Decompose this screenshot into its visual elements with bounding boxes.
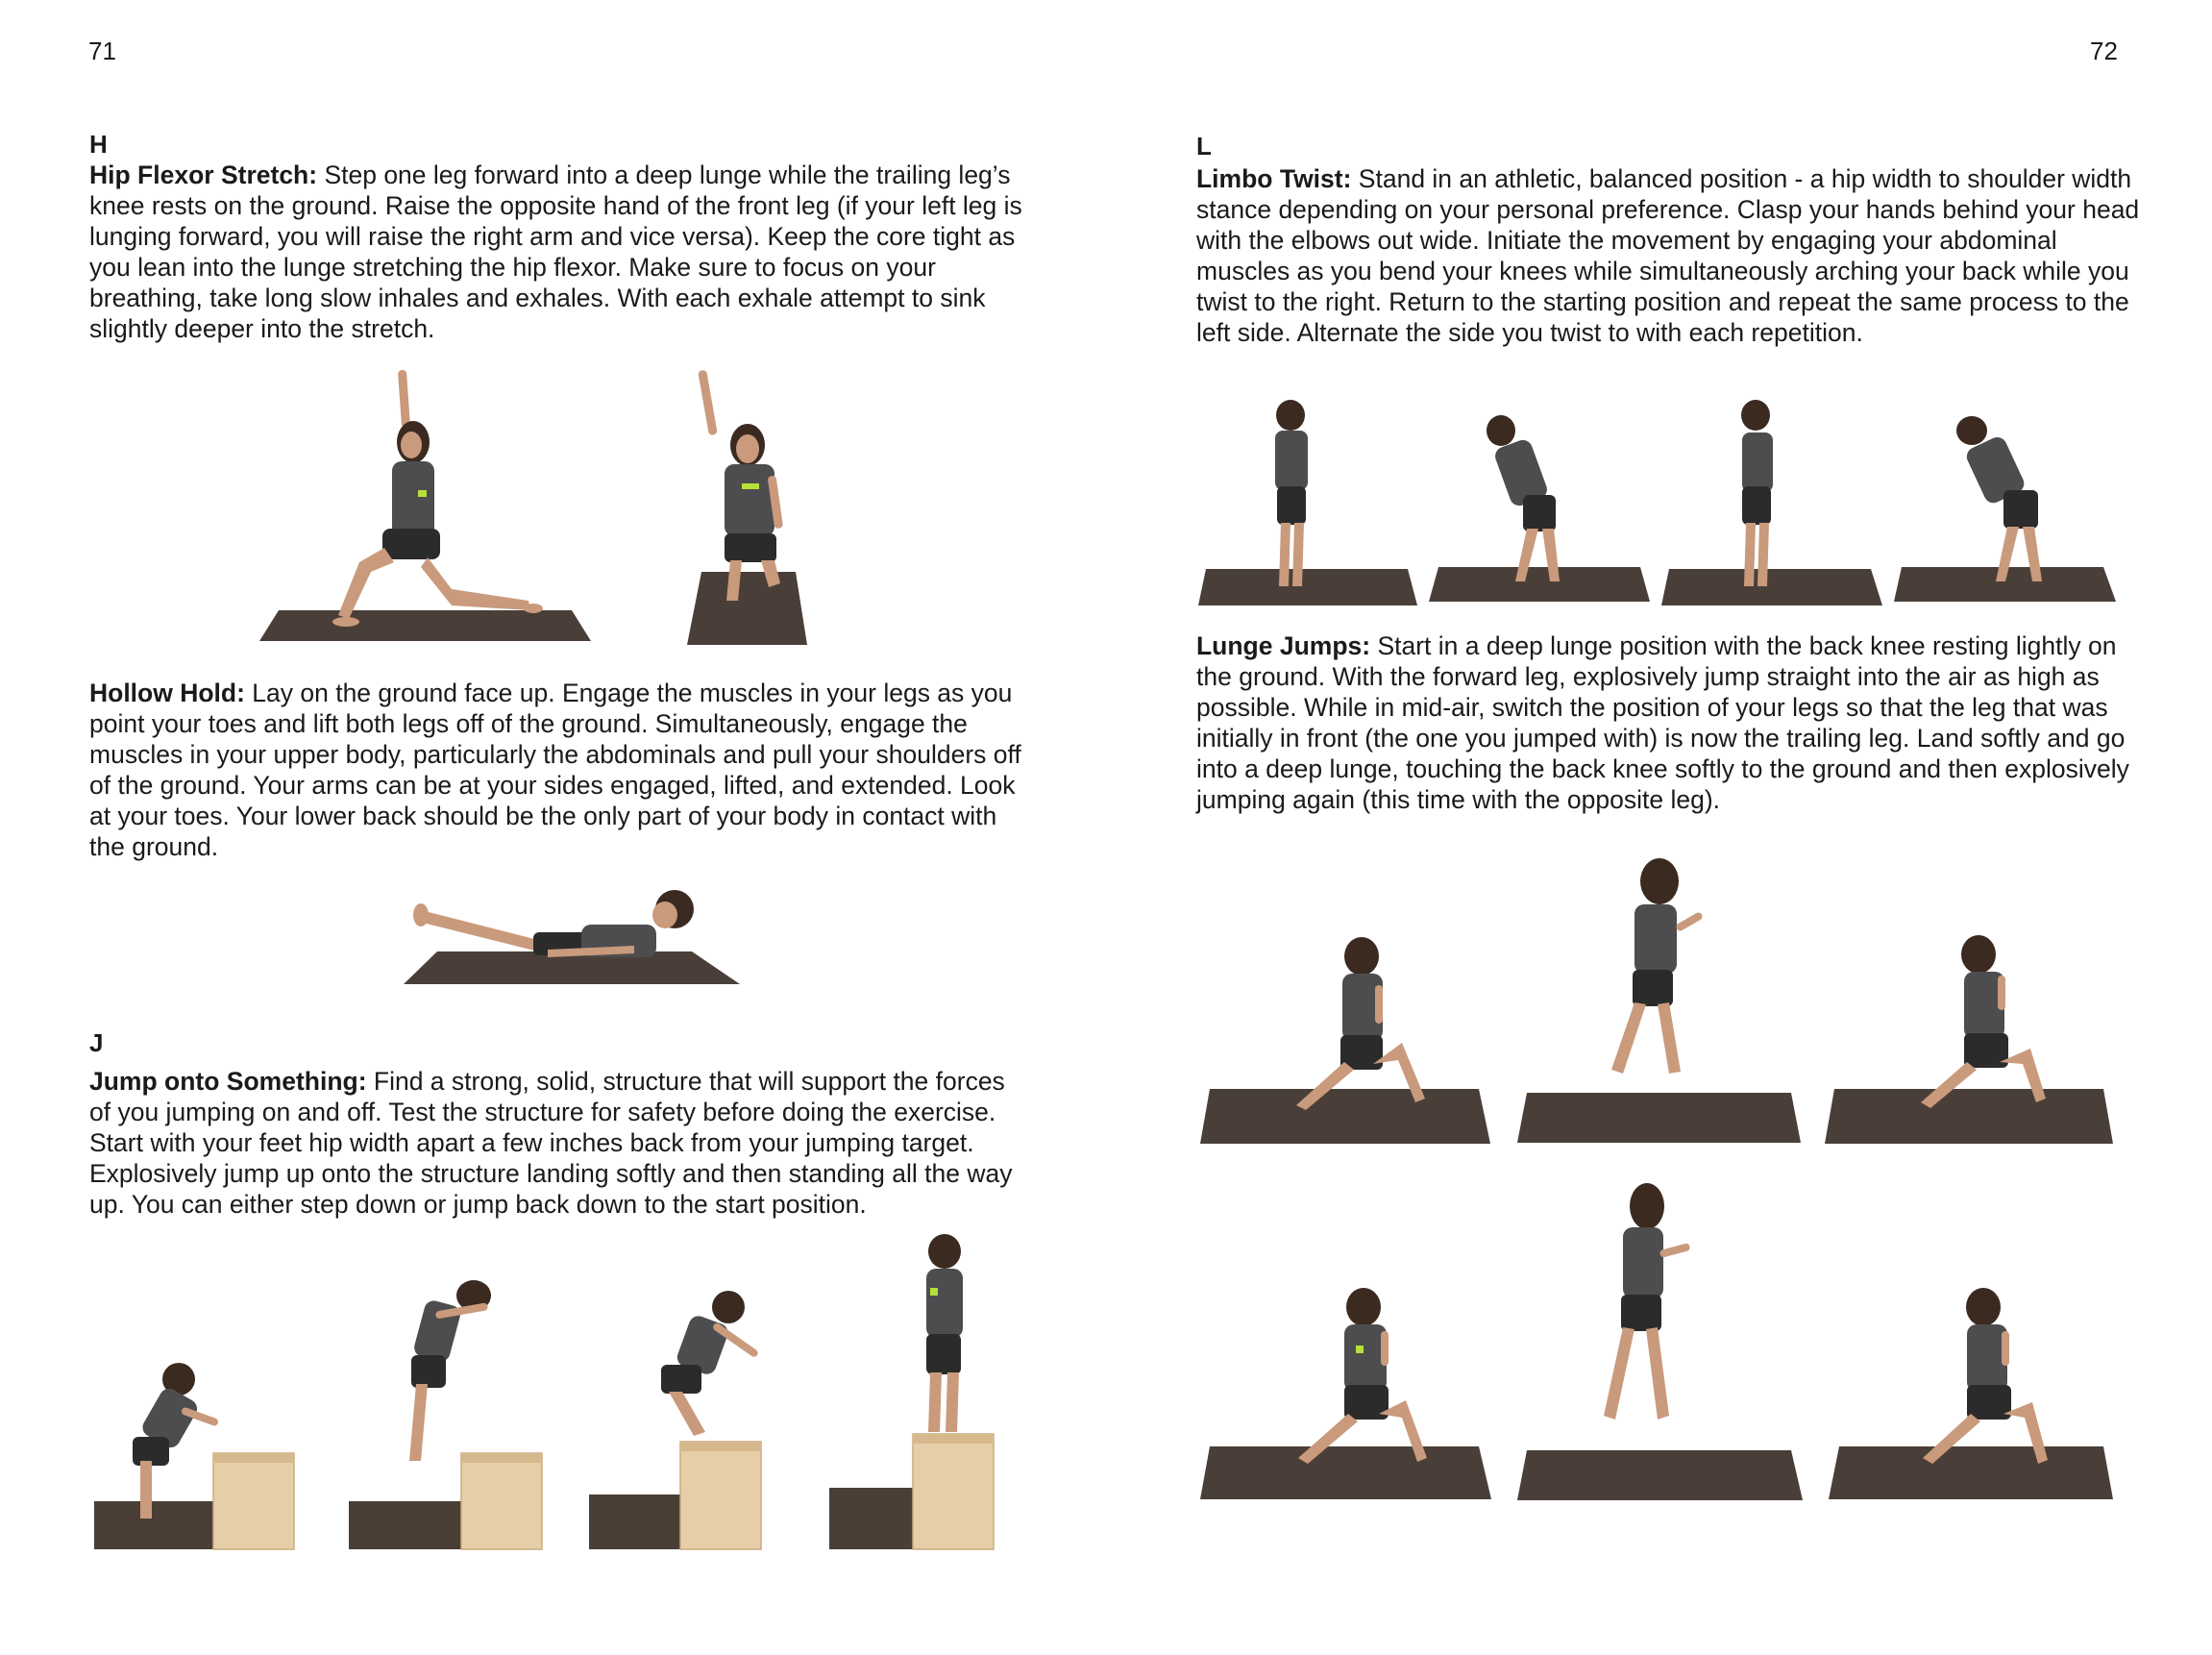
lunge-jumps-sequence-row-1-photo: [1200, 851, 2123, 1149]
hip-flexor-front-photo: [682, 370, 817, 649]
hip-flexor-stretch-title: Hip Flexor Stretch:: [89, 161, 318, 189]
lunge-jumps-sequence-row-2-photo: [1200, 1187, 2123, 1504]
hip-flexor-stretch-body: Step one leg forward into a deep lunge while the trailing leg’s knee rests on the ground. Raise the opposite hand of the front leg (if your left leg is lunging forward, you will raise the right arm and vice versa). Keep the core tight as you lean into the lunge stretching the hip flexor. Make sure to focus on your breathing, take long slow inhales and exhales. With each exhale attempt to sink slightly deeper into the stretch.: [89, 161, 1022, 343]
jump-onto-something-title: Jump onto Something:: [89, 1067, 367, 1096]
hip-flexor-stretch-paragraph: [89, 160, 1031, 344]
limbo-twist-paragraph: [1196, 163, 2148, 348]
hollow-hold-title: Hollow Hold:: [89, 679, 245, 707]
section-letter-l: L: [1196, 132, 1212, 161]
section-letter-j: J: [89, 1028, 104, 1057]
limbo-twist-title: Limbo Twist:: [1196, 164, 1352, 193]
hip-flexor-side-photo: [259, 370, 591, 649]
lunge-jumps-body: Start in a deep lunge position with the back knee resting lightly on the ground. With the forward leg, explosively jump straight into the air as high as possible. While in mid-air, switch the position of your legs so that the leg that was initially in front (the one you jumped with) is now the trailing leg. Land softly and go into a deep lunge, touching the back knee softly to the ground and then explosively jumping again (this time with the opposite leg).: [1196, 631, 2129, 814]
jump-onto-something-body: Find a strong, solid, structure that will support the forces of you jumping on and off. Test the structure for safety before doing the exercise. Start with your feet hip width apart a few inches back from your jumping target. Explosively jump up onto the structure landing softly and then standing all the way up. You can either step down or jump back down to the start position.: [89, 1067, 1013, 1219]
hollow-hold-body: Lay on the ground face up. Engage the muscles in your legs as you point your toes and lift both legs off of the ground. Simultaneously, engage the muscles in your upper body, particularly the abdominals and pull your shoulders off of the ground. Your arms can be at your sides engaged, lifted, and extended. Look at your toes. Your lower back should be the only part of your body in contact with the ground.: [89, 679, 1021, 861]
hollow-hold-photo: [404, 882, 740, 988]
limbo-twist-body: Stand in an athletic, balanced position - a hip width to shoulder width stance depending on your personal preference. Clasp your hands behind your head with the elbows out wide. Initiate the movement by engaging your abdominal muscles as you bend your knees while simultaneously arching your back while you twist to the right. Return to the starting position and repeat the same process to the left side. Alternate the side you twist to with each repetition.: [1196, 164, 2140, 347]
section-letter-h: H: [89, 130, 108, 159]
right-page: [1106, 0, 2212, 1655]
lunge-jumps-paragraph: [1196, 630, 2148, 815]
page-number-71: 71: [88, 37, 116, 65]
jump-onto-something-paragraph: [89, 1066, 1031, 1220]
hollow-hold-paragraph: [89, 678, 1031, 862]
jump-onto-something-sequence-photo: [94, 1230, 1017, 1557]
page-number-72: 72: [2090, 37, 2118, 65]
limbo-twist-sequence-photo: [1198, 394, 2121, 610]
lunge-jumps-title: Lunge Jumps:: [1196, 631, 1371, 660]
